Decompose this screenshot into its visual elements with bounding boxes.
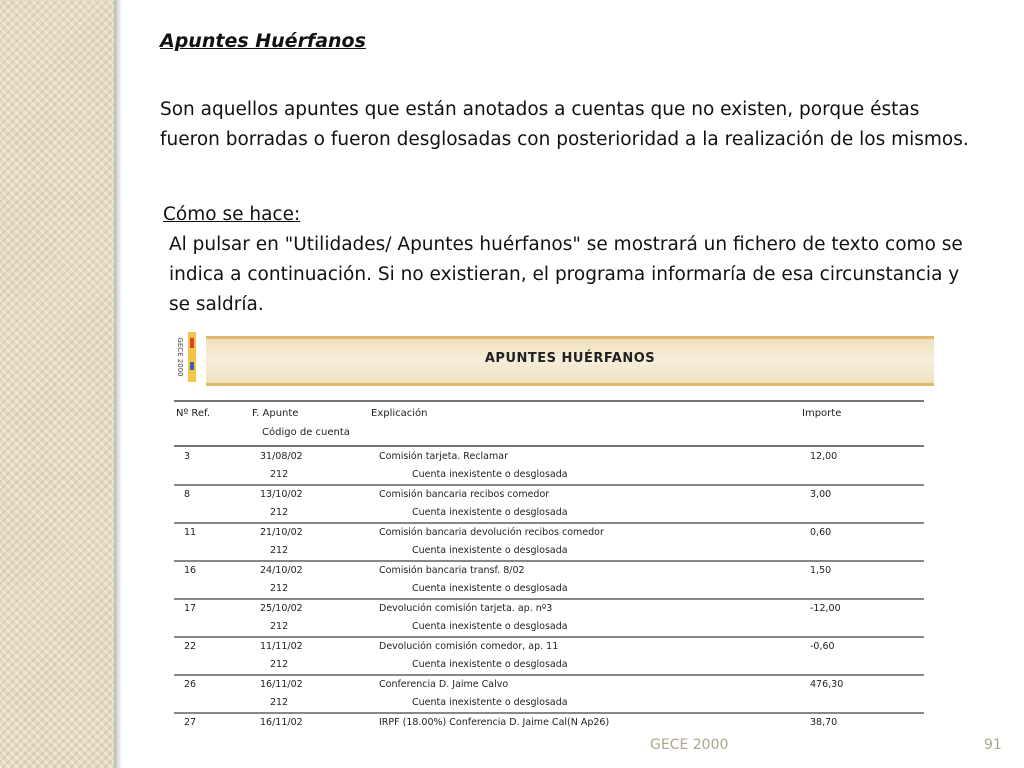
decorative-side-strip: [0, 0, 114, 768]
cell-date: 16/11/02: [260, 679, 303, 690]
cell-date: 16/11/02: [260, 717, 303, 728]
cell-explanation: Devolución comisión comedor, ap. 11: [379, 641, 559, 652]
cell-account: 212: [270, 469, 289, 480]
cell-note: Cuenta inexistente o desglosada: [412, 697, 568, 708]
col-explanation: Explicación: [371, 408, 428, 419]
table-row: [174, 714, 924, 752]
how-to-text: Al pulsar en "Utilidades/ Apuntes huérfanos" se mostrará un fichero de texto como se indica a continuación. Si no existieran, el programa informaría de esa circunstancia y se saldría.: [169, 234, 963, 315]
cell-note: Cuenta inexistente o desglosada: [412, 659, 568, 670]
cell-note: Cuenta inexistente o desglosada: [412, 507, 568, 518]
header-bottom-rule: [174, 445, 924, 447]
cell-date: 21/10/02: [260, 527, 303, 538]
cell-account: 212: [270, 507, 289, 518]
cell-ref: 16: [184, 565, 197, 576]
header-top-rule: [174, 400, 924, 402]
table-row: [174, 524, 924, 562]
cell-explanation: Conferencia D. Jaime Calvo: [379, 679, 509, 690]
cell-amount: 12,00: [810, 451, 838, 462]
cell-ref: 22: [184, 641, 197, 652]
cell-ref: 8: [184, 489, 191, 500]
how-to-section: [163, 200, 983, 320]
cell-amount: -0,60: [810, 641, 835, 652]
cell-date: 13/10/02: [260, 489, 303, 500]
table-row: [174, 486, 924, 524]
slide-description: Son aquellos apuntes que están anotados a cuentas que no existen, porque éstas fueron borradas o fueron desglosadas con posterioridad a la realización de los mismos.: [160, 99, 969, 150]
cell-note: Cuenta inexistente o desglosada: [412, 621, 568, 632]
cell-amount: 1,50: [810, 565, 832, 576]
cell-date: 24/10/02: [260, 565, 303, 576]
table-row: [174, 562, 924, 600]
how-to-heading: Cómo se hace:: [163, 204, 301, 225]
cell-date: 11/11/02: [260, 641, 303, 652]
table-row: [174, 676, 924, 714]
table-row: [174, 600, 924, 638]
cell-amount: 0,60: [810, 527, 832, 538]
col-ref: Nº Ref.: [176, 408, 210, 419]
cell-explanation: IRPF (18.00%) Conferencia D. Jaime Cal(N Ap26): [379, 717, 610, 728]
cell-account: 212: [270, 545, 289, 556]
gece-logo: [166, 332, 200, 382]
orphan-entries-report: [166, 328, 938, 728]
col-account-code: Código de cuenta: [262, 427, 350, 438]
cell-explanation: Devolución comisión tarjeta. ap. nº3: [379, 603, 553, 614]
report-header-band: [206, 336, 934, 386]
logo-text: GECE 2000: [176, 337, 184, 377]
cell-ref: 17: [184, 603, 197, 614]
side-strip-shadow: [114, 0, 122, 768]
slide-title: Apuntes Huérfanos: [160, 30, 366, 52]
cell-explanation: Comisión bancaria recibos comedor: [379, 489, 550, 500]
cell-explanation: Comisión bancaria devolución recibos comedor: [379, 527, 604, 538]
cell-ref: 27: [184, 717, 197, 728]
cell-ref: 11: [184, 527, 197, 538]
cell-ref: 26: [184, 679, 197, 690]
cell-note: Cuenta inexistente o desglosada: [412, 583, 568, 594]
cell-account: 212: [270, 583, 289, 594]
cell-explanation: Comisión tarjeta. Reclamar: [379, 451, 508, 462]
cell-explanation: Comisión bancaria transf. 8/02: [379, 565, 525, 576]
cell-account: 212: [270, 697, 289, 708]
cell-account: 212: [270, 621, 289, 632]
cell-amount: 3,00: [810, 489, 832, 500]
cell-date: 25/10/02: [260, 603, 303, 614]
cell-note: Cuenta inexistente o desglosada: [412, 545, 568, 556]
report-title: APUNTES HUÉRFANOS: [484, 351, 656, 366]
table-row: [174, 448, 924, 486]
cell-note: Cuenta inexistente o desglosada: [412, 469, 568, 480]
page-number: 91: [984, 737, 1002, 753]
cell-date: 31/08/02: [260, 451, 303, 462]
cell-account: 212: [270, 659, 289, 670]
footer-center-text: GECE 2000: [650, 737, 729, 753]
col-amount: Importe: [802, 408, 842, 419]
cell-amount: -12,00: [810, 603, 841, 614]
col-date: F. Apunte: [252, 408, 299, 419]
cell-amount: 476,30: [810, 679, 844, 690]
cell-ref: 3: [184, 451, 191, 462]
cell-amount: 38,70: [810, 717, 838, 728]
table-row: [174, 638, 924, 676]
